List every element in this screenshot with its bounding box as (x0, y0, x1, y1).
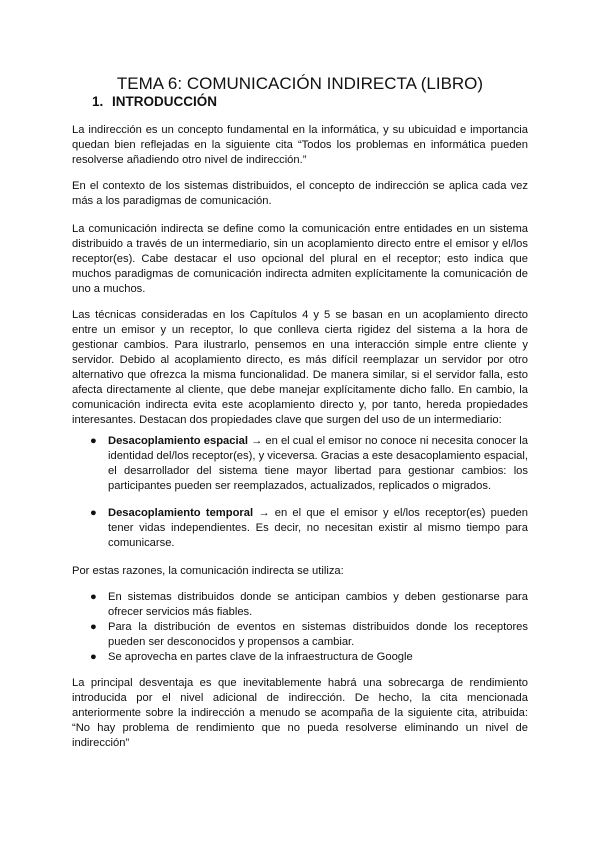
bullet-icon: ● (90, 651, 97, 663)
list-item (72, 434, 528, 494)
paragraph-techniques: Las técnicas consideradas en los Capítulos 4 y 5 se basan en un acoplamiento directo entre un emisor y un receptor, lo que conlleva cierta rigidez del sistema a la hora de gestionar cambios. Para ilustrarlo, pensemos en una interacción simple entre cliente y servidor. Debido al acoplamiento directo, es más difícil reemplazar un servidor por otro alternativo que ofrezca la misma funcionalidad. De manera similar, si el servidor falla, esto afecta directamente al cliente, que debe manejar explícitamente dicho fallo. En cambio, la comunicación indirecta evita este acoplamiento directo y, por tanto, hereda propiedades interesantes. Destacan dos propiedades clave que surgen del uso de un intermediario: (72, 309, 528, 426)
use-text: Para la distribución de eventos en sistemas distribuidos donde los receptores pueden ser desconocidos y propensos a cambiar. (108, 621, 528, 648)
list-item (72, 590, 528, 620)
bullet-icon: ● (90, 621, 97, 633)
paragraph-conclusion: La principal desventaja es que inevitablemente habrá una sobrecarga de rendimiento introducida por el nivel adicional de indirección. De hecho, la cita mencionada anteriormente sobre la indirección a menudo se acompaña de la siguiente cita, atribuida: “No hay problema de rendimiento que no pueda resolverse eliminando un nivel de indirección” (72, 677, 528, 749)
list-item (72, 620, 528, 650)
paragraph-definition: La comunicación indirecta se define como la comunicación entre entidades en un sistema distribuido a través de un intermediario, sin un acoplamiento directo entre el emisor y el/los receptor(es). Cabe destacar el uso opcional del plural en el receptor; esto indica que muchos paradigmas de comunicación indirecta admiten explícitamente la comunicación de uno a muchos. (72, 223, 528, 295)
use-text: Se aprovecha en partes clave de la infraestructura de Google (108, 651, 413, 663)
properties-list (72, 434, 528, 494)
paragraph-intro: La indirección es un concepto fundamental en la informática, y su ubicuidad e importancia quedan bien reflejadas en la siguiente cita “Todos los problemas en informática pueden resolverse añadiendo otro nivel de indirección.” (72, 124, 528, 166)
paragraph-context: En el contexto de los sistemas distribuidos, el concepto de indirección se aplica cada vez más a los paradigmas de comunicación. (72, 180, 528, 207)
property-text: → en el que el emisor y el/los receptor(es) pueden tener vidas independientes. Es decir, no necesitan existir al mismo tiempo para comunicarse. (108, 507, 528, 549)
section-heading (92, 93, 217, 111)
section-number: 1. (92, 94, 104, 109)
bullet-icon: ● (90, 435, 97, 447)
property-term: Desacoplamiento espacial (108, 435, 248, 447)
bullet-icon: ● (90, 591, 97, 603)
bullet-icon: ● (90, 507, 97, 519)
property-text: → en el cual el emisor no conoce ni necesita conocer la identidad del/los receptor(es), y viceversa. Gracias a este desacoplamiento espacial, el desarrollador del sistema tiene mayor libertad para gestionar cambios: los participantes pueden ser reemplazados, actualizados, replicados o migrados. (108, 435, 529, 492)
use-text: En sistemas distribuidos donde se anticipan cambios y deben gestionarse para ofrecer servicios más fiables. (108, 591, 528, 618)
page-title: TEMA 6: COMUNICACIÓN INDIRECTA (LIBRO) (116, 74, 484, 93)
uses-list (72, 590, 528, 665)
uses-intro: Por estas razones, la comunicación indirecta se utiliza: (72, 565, 344, 577)
list-item (72, 650, 528, 665)
list-item (72, 506, 528, 551)
property-term: Desacoplamiento temporal (108, 507, 254, 519)
section-title: INTRODUCCIÓN (112, 94, 217, 109)
properties-list-2 (72, 506, 528, 551)
